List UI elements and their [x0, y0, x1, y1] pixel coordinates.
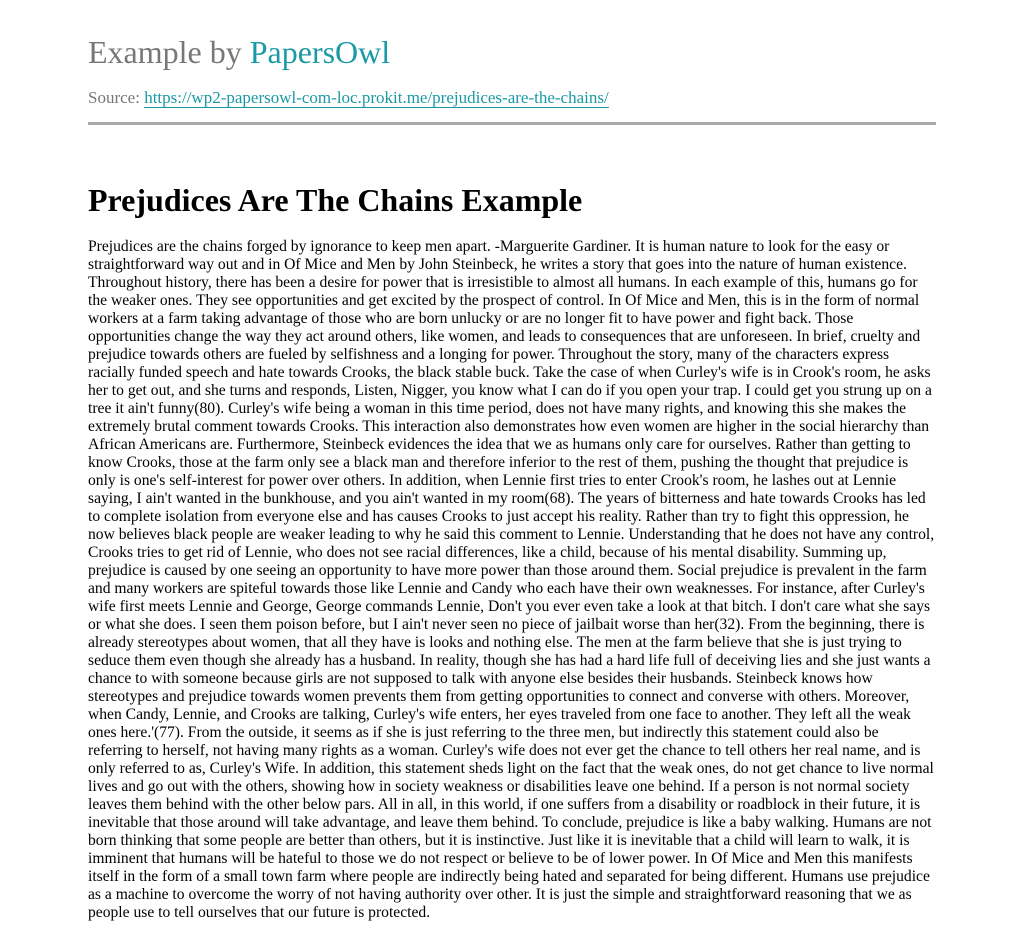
header-divider — [88, 122, 936, 125]
source-label: Source: — [88, 88, 145, 107]
source-line — [88, 88, 609, 108]
source-link[interactable]: https://wp2-papersowl-com-loc.prokit.me/prejudices-are-the-chains/ — [144, 88, 609, 107]
page-title: Prejudices Are The Chains Example — [88, 182, 583, 218]
essay-body: Prejudices are the chains forged by ignorance to keep men apart. -Marguerite Gardiner. It is human nature to look for the easy or straightforward way out and in Of Mice and Men by John Steinbeck, he writes a story that goes into the nature of human existence. Throughout history, there has been a desire for power that is irresistible to almost all humans. In each example of this, humans go for the weaker ones. They see opportunities and get excited by the prospect of control. In Of Mice and Men, this is in the form of normal workers at a farm taking advantage of those who are born unlucky or are no longer fit to have power and fight back. Those opportunities change the way they act around others, like women, and leads to consequences that are unforeseen. In brief, cruelty and prejudice towards others are fueled by selfishness and a longing for power. Throughout the story, many of the characters express racially funded speech and hate towards Crooks, the black stable buck. Take the case of when Curley's wife is in Crook's room, he asks her to get out, and she turns and responds, Listen, Nigger, you know what I can do if you open your trap. I could get you strung up on a tree it ain't funny(80). Curley's wife being a woman in this time period, does not have many rights, and knowing this she makes the extremely brutal comment towards Crooks. This interaction also demonstrates how even women are higher in the social hierarchy than African Americans are. Furthermore, Steinbeck evidences the idea that we as humans only care for ourselves. Rather than getting to know Crooks, those at the farm only see a black man and therefore inferior to the rest of them, pushing the thought that prejudice is only is one's self-interest for power over others. In addition, when Lennie first tries to enter Crook's room, he lashes out at Lennie saying, I ain't wanted in the bunkhouse, and you ain't wanted in my room(68). The years of bitterness and hate towards Crooks has led to complete isolation from everyone else and has causes Crooks to just accept his reality. Rather than try to fight this oppression, he now believes black people are weaker leading to why he said this comment to Lennie. Understanding that he does not have any control, Crooks tries to get rid of Lennie, who does not see racial differences, like a child, because of his mental disability. Summing up, prejudice is caused by one seeing an opportunity to have more power than those around them. Social prejudice is prevalent in the farm and many workers are spiteful towards those like Lennie and Candy who each have their own weaknesses. For instance, after Curley's wife first meets Lennie and George, George commands Lennie, Don't you ever even take a look at that bitch. I don't care what she says or what she does. I seen them poison before, but I ain't never seen no piece of jailbait worse than her(32). From the beginning, there is already stereotypes about women, that all they have is looks and nothing else. The men at the farm believe that she is just trying to seduce them even though she already has a husband. In reality, though she has had a hard life full of deceiving lies and she just wants a chance to with someone because girls are not supposed to talk with anyone else besides their husbands. Steinbeck knows how stereotypes and prejudice towards women prevents them from getting opportunities to connect and converse with others. Moreover, when Candy, Lennie, and Crooks are talking, Curley's wife enters, her eyes traveled from one face to another. They left all the weak ones here.'(77). From the outside, it seems as if she is just referring to the three men, but indirectly this statement could also be referring to herself, not having many rights as a woman. Curley's wife does not ever get the chance to tell others her real name, and is only referred to as, Curley's Wife. In addition, this statement sheds light on the fact that the weak ones, do not get chance to live normal lives and go out with the others, showing how in society weakness or disabilities leave one behind. If a person is not normal society leaves them behind with the other below pars. All in all, in this world, if one suffers from a disability or roadblock in their future, it is inevitable that those around will take advantage, and leave them behind. To conclude, prejudice is like a baby walking. Humans are not born thinking that some people are better than others, but it is instinctive. Just like it is inevitable that a child will learn to walk, it is imminent that humans will be hateful to those we do not respect or believe to be of lower power. In Of Mice and Men this manifests itself in the form of a small town farm where people are indirectly being hated and separated for being different. Humans use prejudice as a machine to overcome the worry of not having authority over other. It is just the simple and straightforward reasoning that we as people use to tell ourselves that our future is protected. — [88, 238, 935, 921]
brand-name-link[interactable]: PapersOwl — [249, 34, 391, 70]
brand-prefix: Example by — [88, 34, 250, 70]
site-brand — [88, 34, 390, 70]
